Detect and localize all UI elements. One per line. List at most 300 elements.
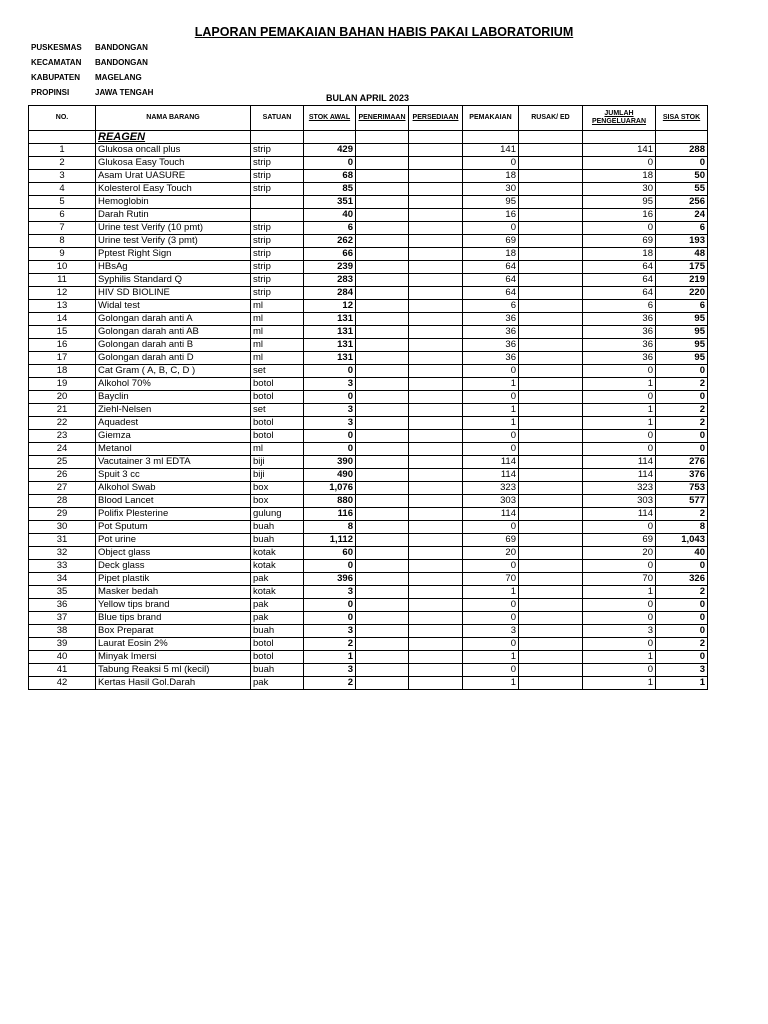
table-cell: Widal test <box>96 300 251 313</box>
table-cell: 48 <box>656 248 708 261</box>
table-cell <box>519 339 583 352</box>
table-cell: 33 <box>29 560 96 573</box>
table-cell: 18 <box>29 365 96 378</box>
table-cell: 0 <box>463 521 519 534</box>
table-cell: pak <box>251 573 304 586</box>
table-cell: 12 <box>304 300 356 313</box>
table-cell <box>409 170 463 183</box>
table-row <box>29 157 708 170</box>
table-cell <box>356 378 409 391</box>
table-cell <box>356 391 409 404</box>
table-cell: 276 <box>656 456 708 469</box>
table-cell: 1 <box>463 404 519 417</box>
table-cell: Darah Rutin <box>96 209 251 222</box>
table-cell: buah <box>251 534 304 547</box>
table-cell: 141 <box>583 144 656 157</box>
table-cell <box>519 378 583 391</box>
table-cell: Hemoglobin <box>96 196 251 209</box>
table-cell: 6 <box>656 222 708 235</box>
table-cell <box>409 443 463 456</box>
table-cell: pak <box>251 677 304 690</box>
table-cell: 1 <box>463 677 519 690</box>
table-row <box>29 196 708 209</box>
table-cell: 288 <box>656 144 708 157</box>
table-cell: 3 <box>29 170 96 183</box>
table-cell <box>356 534 409 547</box>
meta-row <box>31 70 153 85</box>
table-cell: botol <box>251 391 304 404</box>
table-cell <box>409 235 463 248</box>
table-cell: botol <box>251 417 304 430</box>
table-cell: Tabung Reaksi 5 ml (kecil) <box>96 664 251 677</box>
table-cell: 193 <box>656 235 708 248</box>
table-row <box>29 144 708 157</box>
table-cell: Yellow tips brand <box>96 599 251 612</box>
table-cell: 70 <box>583 573 656 586</box>
table-cell: 39 <box>29 638 96 651</box>
table-cell: Alkohol Swab <box>96 482 251 495</box>
table-cell: 0 <box>583 599 656 612</box>
table-cell: 114 <box>463 456 519 469</box>
table-cell: 36 <box>583 326 656 339</box>
table-cell: 40 <box>29 651 96 664</box>
table-row <box>29 508 708 521</box>
table-cell: ml <box>251 339 304 352</box>
table-cell: 20 <box>29 391 96 404</box>
table-cell: 0 <box>304 443 356 456</box>
table-row <box>29 456 708 469</box>
table-cell <box>356 313 409 326</box>
meta-label: KABUPATEN <box>31 73 81 82</box>
table-cell: 0 <box>463 391 519 404</box>
table-cell: 36 <box>463 339 519 352</box>
table-row <box>29 326 708 339</box>
table-cell <box>409 573 463 586</box>
table-row <box>29 651 708 664</box>
table-cell <box>519 222 583 235</box>
table-cell <box>356 326 409 339</box>
table-cell <box>519 430 583 443</box>
table-cell <box>356 339 409 352</box>
meta-label: PROPINSI <box>31 88 70 97</box>
table-cell: 69 <box>583 235 656 248</box>
table-cell <box>251 209 304 222</box>
table-cell: 20 <box>583 547 656 560</box>
table-cell: Laurat Eosin 2% <box>96 638 251 651</box>
table-cell <box>356 183 409 196</box>
table-cell: botol <box>251 638 304 651</box>
table-cell <box>409 378 463 391</box>
table-cell <box>409 495 463 508</box>
table-cell: 114 <box>583 469 656 482</box>
table-cell: 64 <box>583 261 656 274</box>
usage-table <box>28 105 708 690</box>
table-cell <box>409 651 463 664</box>
table-cell: 3 <box>583 625 656 638</box>
table-cell: 27 <box>29 482 96 495</box>
table-cell: 0 <box>583 560 656 573</box>
table-cell: 26 <box>29 469 96 482</box>
table-cell: Golongan darah anti AB <box>96 326 251 339</box>
table-cell <box>519 482 583 495</box>
table-cell <box>409 586 463 599</box>
table-cell: set <box>251 404 304 417</box>
table-cell: 239 <box>304 261 356 274</box>
table-cell: 0 <box>583 443 656 456</box>
table-cell <box>356 196 409 209</box>
table-cell: 351 <box>304 196 356 209</box>
table-cell: 28 <box>29 495 96 508</box>
table-cell: 0 <box>656 651 708 664</box>
table-row <box>29 235 708 248</box>
table-cell: Vacutainer 3 ml EDTA <box>96 456 251 469</box>
table-cell: 7 <box>29 222 96 235</box>
section-label: REAGEN <box>96 131 251 144</box>
table-cell: 55 <box>656 183 708 196</box>
table-cell: 40 <box>304 209 356 222</box>
table-cell <box>356 469 409 482</box>
table-cell: 3 <box>304 664 356 677</box>
table-cell <box>356 651 409 664</box>
table-cell <box>356 573 409 586</box>
table-cell: 0 <box>463 443 519 456</box>
table-cell <box>519 495 583 508</box>
table-cell: buah <box>251 521 304 534</box>
table-cell: 0 <box>304 391 356 404</box>
table-cell: 262 <box>304 235 356 248</box>
table-cell: 40 <box>656 547 708 560</box>
table-cell: 0 <box>304 612 356 625</box>
table-row <box>29 469 708 482</box>
column-header: PEMAKAIAN <box>463 106 519 131</box>
table-row <box>29 339 708 352</box>
meta-label: PUSKESMAS <box>31 43 82 52</box>
table-cell: 0 <box>463 638 519 651</box>
table-cell: 1 <box>583 404 656 417</box>
meta-value: BANDONGAN <box>95 43 148 52</box>
table-cell: 16 <box>463 209 519 222</box>
column-header: JUMLAH PENGELUARAN <box>583 106 656 131</box>
table-cell: ml <box>251 443 304 456</box>
table-cell <box>519 274 583 287</box>
table-cell: box <box>251 495 304 508</box>
table-cell: strip <box>251 248 304 261</box>
table-cell <box>356 443 409 456</box>
table-cell: 3 <box>304 378 356 391</box>
table-cell <box>409 300 463 313</box>
table-cell: Golongan darah anti B <box>96 339 251 352</box>
table-cell <box>519 469 583 482</box>
table-cell: 5 <box>29 196 96 209</box>
table-row <box>29 482 708 495</box>
table-cell: buah <box>251 664 304 677</box>
table-cell <box>356 352 409 365</box>
table-cell: 30 <box>583 183 656 196</box>
table-cell <box>409 417 463 430</box>
table-cell: 41 <box>29 664 96 677</box>
table-cell <box>356 157 409 170</box>
table-row <box>29 638 708 651</box>
table-cell: kotak <box>251 586 304 599</box>
table-cell: 70 <box>463 573 519 586</box>
table-cell: 36 <box>583 339 656 352</box>
table-cell: 220 <box>656 287 708 300</box>
table-cell: 60 <box>304 547 356 560</box>
table-cell: 0 <box>463 430 519 443</box>
table-cell <box>409 482 463 495</box>
table-cell <box>519 235 583 248</box>
table-cell: 0 <box>583 612 656 625</box>
table-cell <box>409 612 463 625</box>
report-title: LAPORAN PEMAKAIAN BAHAN HABIS PAKAI LABORATORIUM <box>194 25 574 39</box>
table-cell <box>519 313 583 326</box>
table-cell <box>409 599 463 612</box>
table-cell <box>356 170 409 183</box>
table-row <box>29 274 708 287</box>
meta-value: MAGELANG <box>95 73 142 82</box>
table-cell <box>519 170 583 183</box>
table-cell: 24 <box>29 443 96 456</box>
table-row <box>29 560 708 573</box>
table-cell: botol <box>251 378 304 391</box>
table-cell: 0 <box>583 391 656 404</box>
table-cell: 2 <box>304 677 356 690</box>
table-cell: 1 <box>304 651 356 664</box>
table-cell: 396 <box>304 573 356 586</box>
table-cell <box>519 352 583 365</box>
table-cell: 326 <box>656 573 708 586</box>
table-cell: strip <box>251 274 304 287</box>
table-cell: ml <box>251 313 304 326</box>
table-cell: 219 <box>656 274 708 287</box>
table-cell: 6 <box>29 209 96 222</box>
table-cell: 95 <box>463 196 519 209</box>
report-meta <box>31 40 153 100</box>
table-cell: HBsAg <box>96 261 251 274</box>
table-cell: Spuit 3 cc <box>96 469 251 482</box>
table-cell: 114 <box>583 508 656 521</box>
table-cell: 16 <box>29 339 96 352</box>
table-row <box>29 612 708 625</box>
table-cell <box>519 625 583 638</box>
table-row <box>29 586 708 599</box>
table-cell: 3 <box>304 404 356 417</box>
table-cell: 1,043 <box>656 534 708 547</box>
table-cell: 490 <box>304 469 356 482</box>
table-row <box>29 625 708 638</box>
table-cell: 2 <box>29 157 96 170</box>
table-cell: 36 <box>29 599 96 612</box>
table-cell: 0 <box>463 157 519 170</box>
table-cell: botol <box>251 651 304 664</box>
table-row <box>29 248 708 261</box>
table-cell: 0 <box>583 430 656 443</box>
table-row <box>29 365 708 378</box>
table-cell: Golongan darah anti A <box>96 313 251 326</box>
table-cell: 0 <box>583 521 656 534</box>
table-row <box>29 261 708 274</box>
table-cell <box>409 638 463 651</box>
table-cell: 95 <box>656 326 708 339</box>
table-cell: 283 <box>304 274 356 287</box>
table-cell: 6 <box>463 300 519 313</box>
table-cell <box>356 599 409 612</box>
table-cell: 69 <box>463 235 519 248</box>
table-cell: 3 <box>304 417 356 430</box>
table-cell <box>519 196 583 209</box>
table-cell <box>519 456 583 469</box>
table-header-row <box>29 106 708 131</box>
table-cell <box>356 638 409 651</box>
table-row <box>29 677 708 690</box>
table-cell: 2 <box>656 378 708 391</box>
table-cell: 0 <box>583 664 656 677</box>
table-cell: 23 <box>29 430 96 443</box>
table-cell: 0 <box>304 157 356 170</box>
table-cell: 95 <box>583 196 656 209</box>
column-header: PERSEDIAAN <box>409 106 463 131</box>
table-cell <box>409 625 463 638</box>
table-cell: 69 <box>463 534 519 547</box>
meta-row <box>31 55 153 70</box>
table-cell: 16 <box>583 209 656 222</box>
table-cell: 2 <box>656 586 708 599</box>
table-cell <box>519 404 583 417</box>
table-row <box>29 170 708 183</box>
table-cell: 18 <box>463 170 519 183</box>
table-cell: Urine test Verify (10 pmt) <box>96 222 251 235</box>
table-cell: 0 <box>583 365 656 378</box>
table-cell: 1 <box>463 651 519 664</box>
table-cell <box>409 508 463 521</box>
table-cell <box>409 209 463 222</box>
table-cell: 68 <box>304 170 356 183</box>
table-cell: 131 <box>304 339 356 352</box>
table-cell <box>409 534 463 547</box>
table-cell <box>356 586 409 599</box>
table-cell <box>356 417 409 430</box>
table-cell <box>356 612 409 625</box>
table-cell: strip <box>251 170 304 183</box>
table-cell: 1 <box>583 417 656 430</box>
section-row <box>29 131 708 144</box>
table-row <box>29 352 708 365</box>
table-cell <box>409 664 463 677</box>
table-cell: Object glass <box>96 547 251 560</box>
table-cell: 0 <box>656 443 708 456</box>
table-cell: 11 <box>29 274 96 287</box>
table-cell: 577 <box>656 495 708 508</box>
table-row <box>29 313 708 326</box>
table-cell: 2 <box>656 417 708 430</box>
table-cell: Pot urine <box>96 534 251 547</box>
table-cell <box>409 313 463 326</box>
table-cell: 6 <box>656 300 708 313</box>
table-row <box>29 495 708 508</box>
table-cell: pak <box>251 612 304 625</box>
table-cell <box>356 456 409 469</box>
table-cell: 50 <box>656 170 708 183</box>
table-cell: 64 <box>463 274 519 287</box>
table-cell <box>356 430 409 443</box>
table-cell: 6 <box>583 300 656 313</box>
table-cell: 95 <box>656 313 708 326</box>
table-cell <box>409 222 463 235</box>
table-cell <box>519 521 583 534</box>
report-month: BULAN APRIL 2023 <box>325 93 410 103</box>
table-cell: Pipet plastik <box>96 573 251 586</box>
table-row <box>29 547 708 560</box>
table-cell: 0 <box>463 560 519 573</box>
table-cell: Minyak Imersi <box>96 651 251 664</box>
column-header: SISA STOK <box>656 106 708 131</box>
table-cell <box>251 196 304 209</box>
table-cell: Kolesterol Easy Touch <box>96 183 251 196</box>
table-cell <box>356 677 409 690</box>
table-cell: strip <box>251 222 304 235</box>
table-cell: 95 <box>656 339 708 352</box>
table-cell: 42 <box>29 677 96 690</box>
table-cell <box>519 326 583 339</box>
table-cell: 1 <box>583 651 656 664</box>
table-cell: 0 <box>656 612 708 625</box>
table-cell: 0 <box>463 664 519 677</box>
table-cell <box>356 482 409 495</box>
table-cell: gulung <box>251 508 304 521</box>
table-cell: 114 <box>463 508 519 521</box>
table-cell: 116 <box>304 508 356 521</box>
table-cell: 85 <box>304 183 356 196</box>
table-cell <box>356 547 409 560</box>
table-row <box>29 521 708 534</box>
table-cell: 30 <box>463 183 519 196</box>
table-cell: 0 <box>656 430 708 443</box>
table-cell: 34 <box>29 573 96 586</box>
table-cell: Syphilis Standard Q <box>96 274 251 287</box>
table-cell: ml <box>251 300 304 313</box>
table-cell <box>409 183 463 196</box>
table-row <box>29 222 708 235</box>
table-cell <box>356 261 409 274</box>
table-cell: 2 <box>304 638 356 651</box>
table-cell: 376 <box>656 469 708 482</box>
table-cell: 64 <box>463 261 519 274</box>
table-cell <box>409 274 463 287</box>
table-cell: 35 <box>29 586 96 599</box>
table-cell: Asam Urat UASURE <box>96 170 251 183</box>
table-cell: 323 <box>463 482 519 495</box>
table-cell: 17 <box>29 352 96 365</box>
table-cell: 69 <box>583 534 656 547</box>
table-cell: ml <box>251 326 304 339</box>
table-cell <box>356 209 409 222</box>
table-cell: 31 <box>29 534 96 547</box>
table-cell <box>519 586 583 599</box>
table-cell <box>356 287 409 300</box>
table-cell: 0 <box>304 599 356 612</box>
table-cell <box>356 521 409 534</box>
table-cell: 1 <box>656 677 708 690</box>
table-cell <box>519 261 583 274</box>
table-cell: 1 <box>463 378 519 391</box>
table-cell: 1 <box>463 586 519 599</box>
table-cell <box>519 183 583 196</box>
table-cell: 66 <box>304 248 356 261</box>
table-cell: 32 <box>29 547 96 560</box>
table-cell <box>519 638 583 651</box>
table-cell <box>519 534 583 547</box>
table-cell: 64 <box>583 274 656 287</box>
